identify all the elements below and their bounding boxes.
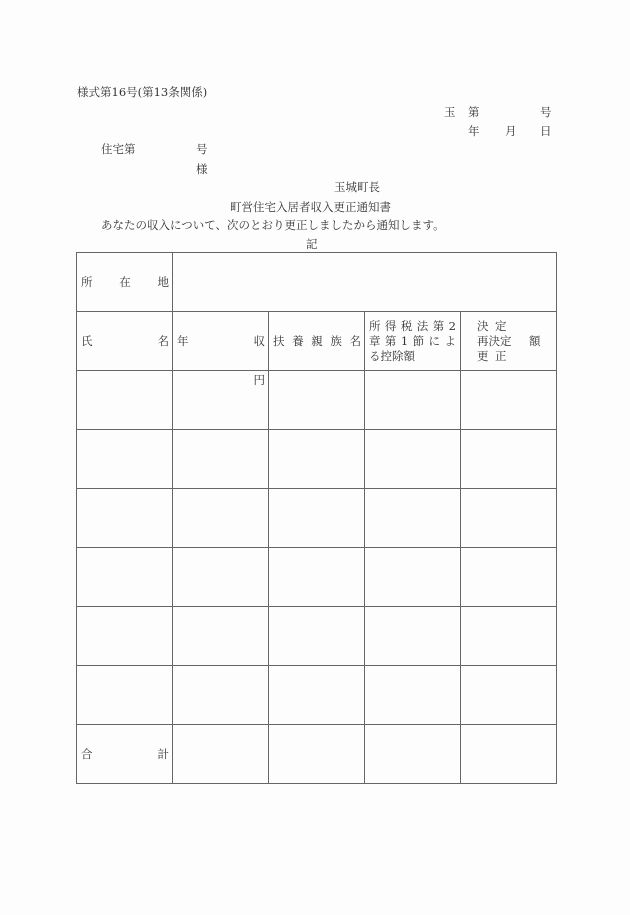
cell-income[interactable]	[173, 666, 269, 725]
header-deduction-char: に	[428, 333, 441, 348]
header-income-char: 年	[177, 333, 189, 348]
cell-deduction[interactable]	[365, 607, 461, 666]
ki-marker: 記	[306, 237, 318, 251]
location-label-char: 所	[81, 274, 93, 289]
header-dependents-char: 名	[349, 333, 361, 348]
yen-unit: 円	[253, 373, 265, 387]
cell-decided[interactable]	[461, 607, 557, 666]
table-row	[77, 607, 557, 666]
location-row	[77, 253, 557, 312]
header-dependents-char: 親	[311, 333, 323, 348]
header-deduction-char: 第	[384, 333, 397, 348]
cell-name[interactable]	[77, 489, 173, 548]
cell-dependents[interactable]	[269, 548, 365, 607]
cell-dependents[interactable]	[269, 489, 365, 548]
header-decided-char: 定	[495, 318, 507, 333]
header-deduction-char: 得	[384, 318, 397, 333]
header-decided-amount	[461, 312, 557, 371]
location-label-char: 在	[119, 274, 131, 289]
header-dependents	[269, 312, 365, 371]
cell-deduction[interactable]	[365, 430, 461, 489]
location-value-cell[interactable]	[173, 253, 557, 312]
cell-decided[interactable]	[461, 666, 557, 725]
table-row	[77, 489, 557, 548]
header-row	[77, 312, 557, 371]
cell-income[interactable]	[173, 430, 269, 489]
header-income	[173, 312, 269, 371]
notice-text: あなたの収入について、次のとおり更正しましたから通知します。	[101, 218, 445, 232]
location-label-cell	[77, 253, 173, 312]
header-name-char: 氏	[81, 333, 93, 348]
header-name-char: 名	[157, 333, 169, 348]
total-decided[interactable]	[461, 725, 557, 784]
header-deduction-char: 税	[400, 318, 413, 333]
total-label-char: 合	[81, 746, 93, 761]
header-decided-char: 決	[477, 318, 489, 333]
header-deduction-line3: る控除額	[369, 348, 415, 363]
date-month-label: 月	[505, 124, 517, 138]
income-correction-table	[76, 252, 557, 784]
cell-dependents[interactable]	[269, 430, 365, 489]
cell-deduction[interactable]	[365, 548, 461, 607]
cell-dependents[interactable]	[269, 371, 365, 430]
date-day-label: 日	[540, 124, 552, 138]
header-dependents-char: 養	[292, 333, 304, 348]
housing-number-go: 号	[196, 142, 208, 156]
cell-name[interactable]	[77, 371, 173, 430]
header-dependents-char: 族	[330, 333, 342, 348]
header-deduction	[365, 312, 461, 371]
cell-income[interactable]	[173, 371, 269, 430]
cell-decided[interactable]	[461, 489, 557, 548]
document-title: 町営住宅入居者収入更正通知書	[230, 200, 391, 214]
table-row	[77, 430, 557, 489]
cell-name[interactable]	[77, 607, 173, 666]
header-deduction-char: 第	[432, 318, 445, 333]
header-decided-char: 再決定	[477, 333, 512, 348]
cell-dependents[interactable]	[269, 666, 365, 725]
cell-deduction[interactable]	[365, 489, 461, 548]
housing-number-label: 住宅第	[101, 142, 136, 156]
date-year-label: 年	[468, 124, 480, 138]
total-dependents[interactable]	[269, 725, 365, 784]
reference-prefix: 玉	[444, 105, 456, 119]
total-label-char: 計	[157, 746, 169, 761]
reference-dai: 第	[468, 105, 480, 119]
cell-income[interactable]	[173, 548, 269, 607]
cell-decided[interactable]	[461, 371, 557, 430]
header-income-char: 収	[253, 333, 265, 348]
cell-name[interactable]	[77, 666, 173, 725]
reference-go: 号	[540, 105, 552, 119]
cell-decided[interactable]	[461, 548, 557, 607]
cell-deduction[interactable]	[365, 371, 461, 430]
total-label-cell	[77, 725, 173, 784]
header-deduction-char: 章	[369, 333, 381, 348]
location-label-char: 地	[157, 274, 169, 289]
header-dependents-char: 扶	[273, 333, 285, 348]
cell-dependents[interactable]	[269, 607, 365, 666]
total-deduction[interactable]	[365, 725, 461, 784]
header-deduction-char: よ	[444, 333, 456, 348]
addressee-suffix: 様	[196, 162, 208, 176]
cell-deduction[interactable]	[365, 666, 461, 725]
header-decided-char: 正	[495, 348, 507, 363]
header-deduction-char: 節	[412, 333, 425, 348]
cell-name[interactable]	[77, 430, 173, 489]
cell-name[interactable]	[77, 548, 173, 607]
header-name	[77, 312, 173, 371]
total-income[interactable]	[173, 725, 269, 784]
table-row	[77, 548, 557, 607]
header-deduction-char: 1	[400, 333, 409, 348]
total-row	[77, 725, 557, 784]
cell-decided[interactable]	[461, 430, 557, 489]
header-decided-char: 額	[529, 333, 541, 348]
table-row	[77, 666, 557, 725]
cell-income[interactable]	[173, 607, 269, 666]
form-number: 様式第16号(第13条関係)	[77, 85, 208, 99]
header-deduction-char: 所	[369, 318, 381, 333]
header-deduction-char: 法	[416, 318, 429, 333]
header-decided-char: 更	[477, 348, 489, 363]
header-deduction-char: 2	[448, 318, 456, 333]
cell-income[interactable]	[173, 489, 269, 548]
issuer: 玉城町長	[334, 180, 380, 194]
table-row	[77, 371, 557, 430]
